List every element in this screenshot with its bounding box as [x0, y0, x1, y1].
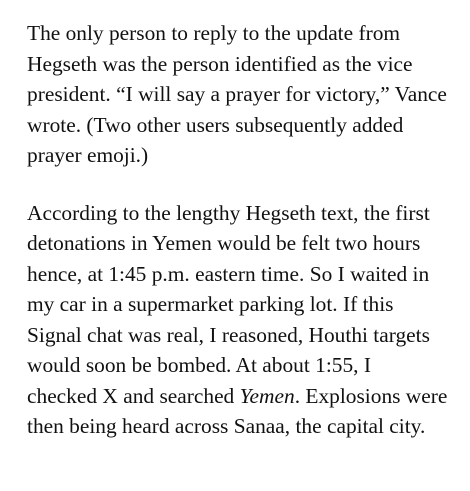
article-body: [27, 18, 467, 442]
text-line: According to the lengthy Hegseth text, the first: [27, 200, 430, 225]
text-line: hence, at 1:45 p.m. eastern time. So I waited in: [27, 261, 430, 286]
text-line: then being heard across Sanaa, the capital city.: [27, 414, 426, 438]
text-line: would soon be bombed. At about 1:55, I: [27, 353, 372, 377]
text-run: checked X and searched: [27, 383, 240, 408]
text-line: my car in a supermarket parking lot. If this: [27, 292, 394, 316]
text-line: prayer emoji.): [27, 143, 149, 167]
text-line: president. “I will say a prayer for victory,” Vance: [27, 82, 447, 106]
paragraph-1: [27, 18, 467, 171]
text-line: Signal chat was real, I reasoned, Houthi targets: [27, 322, 430, 347]
text-line: detonations in Yemen would be felt two hours: [27, 231, 421, 255]
text-line: [27, 381, 467, 412]
text-run: . Explosions were: [294, 383, 448, 408]
text-line: The only person to reply to the update from: [27, 21, 401, 45]
text-line: wrote. (Two other users subsequently added: [27, 112, 404, 137]
text-line: Hegseth was the person identified as the vice: [27, 51, 413, 76]
italic-term: Yemen: [239, 383, 295, 408]
paragraph-2: [27, 198, 467, 442]
